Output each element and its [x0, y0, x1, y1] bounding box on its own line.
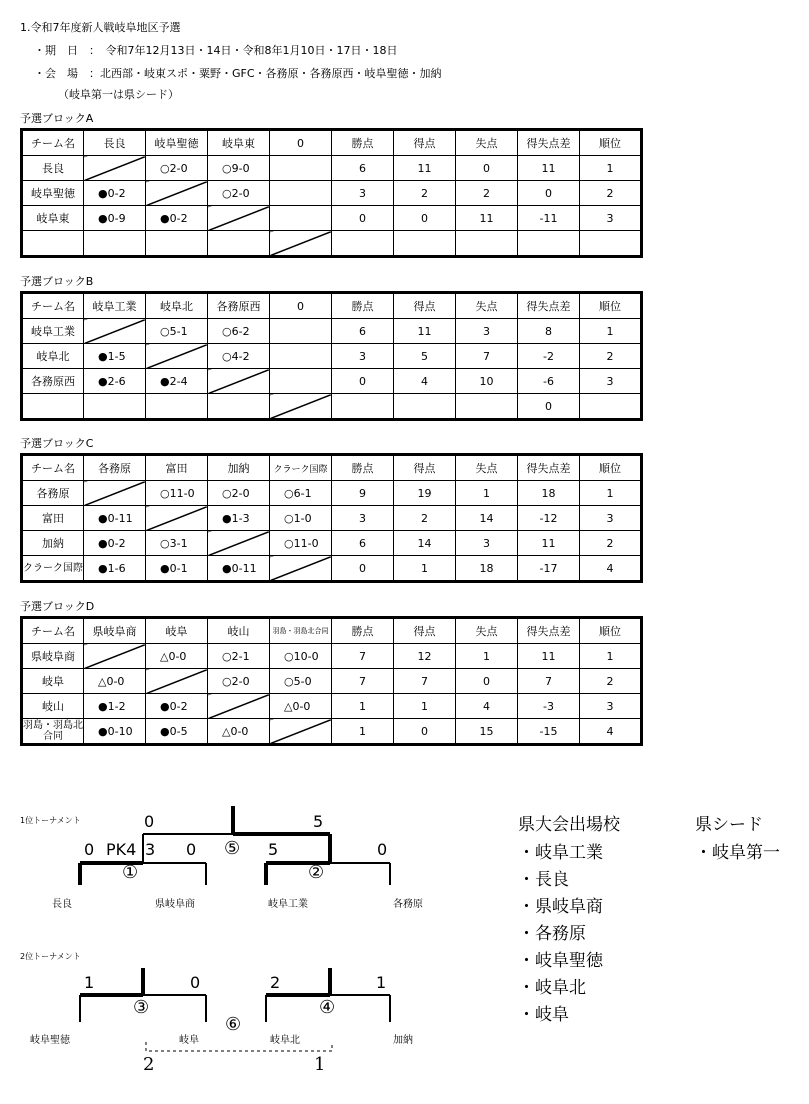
- team-name-cell: 岐阜聖徳: [22, 181, 84, 206]
- header-cell: 岐山: [208, 618, 270, 644]
- match-6-marker: ⑥: [225, 1014, 242, 1035]
- t1-team-1: 長良: [52, 899, 72, 910]
- result-cell: ●2-4: [146, 369, 208, 394]
- result-cell: ○11-0: [270, 531, 332, 556]
- result-cell: ●2-6: [84, 369, 146, 394]
- team-name-cell: 岐阜工業: [22, 319, 84, 344]
- result-cell: 4: [580, 556, 642, 582]
- result-cell: 11: [518, 644, 580, 669]
- result-cell: 2: [580, 344, 642, 369]
- result-cell: 3: [580, 206, 642, 231]
- header-cell: 得失点差: [518, 618, 580, 644]
- result-cell: ●1-2: [84, 694, 146, 719]
- header-cell: 勝点: [332, 293, 394, 319]
- header-cell: 各務原: [84, 455, 146, 481]
- m1-score-right: 0: [186, 840, 197, 859]
- header-cell: 富田: [146, 455, 208, 481]
- result-cell: 1: [394, 694, 456, 719]
- result-cell: 1: [332, 719, 394, 745]
- result-cell: ○1-0: [270, 506, 332, 531]
- team-name-cell: クラーク国際: [22, 556, 84, 582]
- header-cell: 得点: [394, 618, 456, 644]
- t1-team-4: 各務原: [393, 899, 423, 910]
- result-cell: 2: [394, 506, 456, 531]
- result-cell: ○3-1: [146, 531, 208, 556]
- result-cell: 11: [456, 206, 518, 231]
- header-cell: 順位: [580, 293, 642, 319]
- result-cell: ●0-2: [146, 694, 208, 719]
- result-cell: ●1-3: [208, 506, 270, 531]
- m1-pk-right: 3: [145, 840, 156, 859]
- tournament-2-lines: [80, 968, 390, 1051]
- header-cell: 岐阜: [146, 618, 208, 644]
- result-cell: 1: [580, 319, 642, 344]
- page-title: 1.令和7年度新人戦岐阜地区予選: [20, 21, 181, 34]
- result-cell: 0: [518, 394, 580, 420]
- team-name-cell: 岐山: [22, 694, 84, 719]
- result-cell: 9: [332, 481, 394, 506]
- dates-line: ・期 日 ： 令和7年12月13日・14日・令和8年1月10日・17日・18日: [34, 44, 398, 57]
- t1-team-3: 岐阜工業: [268, 899, 308, 910]
- result-cell: 1: [332, 694, 394, 719]
- result-cell: 14: [456, 506, 518, 531]
- result-cell: 1: [580, 156, 642, 181]
- team-name-cell: 岐阜北: [22, 344, 84, 369]
- result-cell: 12: [394, 644, 456, 669]
- final-score-right: 5: [313, 812, 324, 831]
- header-cell: 得失点差: [518, 130, 580, 156]
- header-cell: 得失点差: [518, 293, 580, 319]
- header-cell: 岐阜聖徳: [146, 130, 208, 156]
- header-cell: 0: [270, 130, 332, 156]
- result-cell: ●0-10: [84, 719, 146, 745]
- result-cell: ○2-0: [146, 156, 208, 181]
- header-cell: 各務原西: [208, 293, 270, 319]
- result-cell: 4: [456, 694, 518, 719]
- result-cell: 1: [456, 644, 518, 669]
- block-c-label: 予選ブロックC: [20, 437, 94, 450]
- header-cell: チーム名: [22, 130, 84, 156]
- result-cell: -15: [518, 719, 580, 745]
- team-name-cell: 岐阜東: [22, 206, 84, 231]
- result-cell: ○2-0: [208, 669, 270, 694]
- seed-title: 県シード: [695, 815, 763, 835]
- header-cell: 得点: [394, 293, 456, 319]
- result-cell: 4: [580, 719, 642, 745]
- result-cell: 18: [518, 481, 580, 506]
- tournament-1-label: 1位トーナメント: [20, 816, 81, 825]
- result-cell: 2: [456, 181, 518, 206]
- result-cell: -17: [518, 556, 580, 582]
- match-1-marker: ①: [122, 862, 139, 883]
- result-cell: 19: [394, 481, 456, 506]
- result-cell: 0: [456, 156, 518, 181]
- venues-line: ・会 場 ：北西部・岐東スポ・粟野・GFC・各務原・各務原西・岐阜聖徳・加納: [34, 67, 442, 80]
- header-cell: 羽島・羽島北合同: [270, 618, 332, 644]
- result-cell: 18: [456, 556, 518, 582]
- result-cell: 0: [332, 556, 394, 582]
- result-cell: 6: [332, 156, 394, 181]
- block-d-label: 予選ブロックD: [20, 600, 95, 613]
- result-cell: ○11-0: [146, 481, 208, 506]
- result-cell: ●0-1: [146, 556, 208, 582]
- m4-score-right: 1: [376, 973, 387, 992]
- result-cell: -2: [518, 344, 580, 369]
- result-cell: ●0-2: [84, 531, 146, 556]
- m3-score-left: 1: [84, 973, 95, 992]
- result-cell: ●1-6: [84, 556, 146, 582]
- t1-team-2: 県岐阜商: [155, 899, 195, 910]
- result-cell: -6: [518, 369, 580, 394]
- result-cell: 10: [456, 369, 518, 394]
- result-cell: 3: [456, 531, 518, 556]
- result-cell: 3: [332, 344, 394, 369]
- result-cell: 15: [456, 719, 518, 745]
- seed-note: （岐阜第一は県シード）: [58, 88, 179, 101]
- result-cell: 7: [456, 344, 518, 369]
- result-cell: 2: [394, 181, 456, 206]
- result-cell: 3: [580, 694, 642, 719]
- header-cell: 0: [270, 293, 332, 319]
- result-cell: 0: [394, 719, 456, 745]
- result-cell: 1: [394, 556, 456, 582]
- team-name-cell: 岐阜: [22, 669, 84, 694]
- team-name-cell: 羽島・羽島北合同: [22, 719, 84, 745]
- result-cell: ●0-9: [84, 206, 146, 231]
- tournament-2-label: 2位トーナメント: [20, 952, 81, 961]
- header-cell: 県岐阜商: [84, 618, 146, 644]
- header-cell: 失点: [456, 293, 518, 319]
- result-cell: 7: [518, 669, 580, 694]
- result-cell: 0: [518, 181, 580, 206]
- team-name-cell: 県岐阜商: [22, 644, 84, 669]
- result-cell: 7: [332, 644, 394, 669]
- result-cell: 3: [456, 319, 518, 344]
- team-name-cell: 各務原西: [22, 369, 84, 394]
- result-cell: 3: [580, 506, 642, 531]
- result-cell: ○4-2: [208, 344, 270, 369]
- result-cell: ○10-0: [270, 644, 332, 669]
- result-cell: -11: [518, 206, 580, 231]
- header-cell: クラーク国際: [270, 455, 332, 481]
- block-b-label: 予選ブロックB: [20, 275, 94, 288]
- m1-score-left: 0: [84, 840, 95, 859]
- m4-score-left: 2: [270, 973, 281, 992]
- result-cell: ○2-0: [208, 181, 270, 206]
- result-cell: 14: [394, 531, 456, 556]
- result-cell: ○9-0: [208, 156, 270, 181]
- qualified-item: ・長良: [518, 870, 569, 890]
- result-cell: 11: [518, 156, 580, 181]
- header-cell: 岐阜工業: [84, 293, 146, 319]
- header-cell: チーム名: [22, 455, 84, 481]
- m2-score-right: 0: [377, 840, 388, 859]
- result-cell: 11: [394, 319, 456, 344]
- result-cell: ●0-2: [146, 206, 208, 231]
- m2-score-left: 5: [268, 840, 279, 859]
- result-cell: ○2-0: [208, 481, 270, 506]
- result-cell: 6: [332, 319, 394, 344]
- result-cell: ●0-5: [146, 719, 208, 745]
- result-cell: 2: [580, 531, 642, 556]
- header-cell: チーム名: [22, 293, 84, 319]
- result-cell: 11: [394, 156, 456, 181]
- result-cell: 0: [332, 369, 394, 394]
- result-cell: 0: [456, 669, 518, 694]
- header-cell: 失点: [456, 455, 518, 481]
- header-cell: 順位: [580, 618, 642, 644]
- qualified-item: ・岐阜工業: [518, 843, 603, 863]
- result-cell: ○5-0: [270, 669, 332, 694]
- result-cell: △0-0: [270, 694, 332, 719]
- result-cell: 7: [332, 669, 394, 694]
- header-cell: 勝点: [332, 130, 394, 156]
- result-cell: 0: [332, 206, 394, 231]
- result-cell: 3: [332, 506, 394, 531]
- result-cell: △0-0: [146, 644, 208, 669]
- team-name-cell: 各務原: [22, 481, 84, 506]
- header-cell: 岐阜北: [146, 293, 208, 319]
- qualified-item: ・県岐阜商: [518, 897, 603, 917]
- result-cell: 5: [394, 344, 456, 369]
- qualified-item: ・岐阜聖徳: [518, 951, 603, 971]
- header-cell: 勝点: [332, 455, 394, 481]
- header-cell: 失点: [456, 130, 518, 156]
- result-cell: ●0-2: [84, 181, 146, 206]
- qualified-item: ・岐阜: [518, 1005, 569, 1025]
- match-5-marker: ⑤: [224, 838, 241, 859]
- result-cell: ○5-1: [146, 319, 208, 344]
- result-cell: 7: [394, 669, 456, 694]
- match-4-marker: ④: [319, 997, 336, 1018]
- header-cell: 勝点: [332, 618, 394, 644]
- team-name-cell: 長良: [22, 156, 84, 181]
- result-cell: △0-0: [208, 719, 270, 745]
- header-cell: 得点: [394, 455, 456, 481]
- t2-team-4: 加納: [393, 1035, 413, 1046]
- result-cell: ○6-1: [270, 481, 332, 506]
- t2-team-3: 岐阜北: [270, 1035, 300, 1046]
- team-name-cell: 加納: [22, 531, 84, 556]
- result-cell: 3: [580, 369, 642, 394]
- header-cell: 順位: [580, 130, 642, 156]
- block-a-label: 予選ブロックA: [20, 112, 94, 125]
- result-cell: 2: [580, 181, 642, 206]
- result-cell: 3: [332, 181, 394, 206]
- header-cell: 岐阜東: [208, 130, 270, 156]
- match-2-marker: ②: [308, 862, 325, 883]
- result-cell: ○2-1: [208, 644, 270, 669]
- m6-score-right: 1: [314, 1054, 326, 1075]
- result-cell: -3: [518, 694, 580, 719]
- result-cell: 1: [456, 481, 518, 506]
- result-cell: ●1-5: [84, 344, 146, 369]
- result-cell: 0: [394, 206, 456, 231]
- result-cell: ○6-2: [208, 319, 270, 344]
- team-name-cell: 富田: [22, 506, 84, 531]
- result-cell: -12: [518, 506, 580, 531]
- qualified-item: ・岐阜北: [518, 978, 586, 998]
- result-cell: ●0-11: [84, 506, 146, 531]
- header-cell: 順位: [580, 455, 642, 481]
- final-score-left: 0: [144, 812, 155, 831]
- header-cell: チーム名: [22, 618, 84, 644]
- header-cell: 加納: [208, 455, 270, 481]
- qualified-title: 県大会出場校: [518, 815, 620, 835]
- t2-team-1: 岐阜聖徳: [30, 1035, 70, 1046]
- m6-score-left: 2: [143, 1054, 155, 1075]
- result-cell: 6: [332, 531, 394, 556]
- result-cell: 8: [518, 319, 580, 344]
- m1-pk-label: PK4: [106, 840, 137, 859]
- qualified-item: ・各務原: [518, 924, 586, 944]
- result-cell: △0-0: [84, 669, 146, 694]
- header-cell: 得失点差: [518, 455, 580, 481]
- result-cell: 11: [518, 531, 580, 556]
- result-cell: 1: [580, 644, 642, 669]
- header-cell: 得点: [394, 130, 456, 156]
- result-cell: 2: [580, 669, 642, 694]
- seed-item: ・岐阜第一: [695, 843, 780, 863]
- result-cell: ●0-11: [208, 556, 270, 582]
- result-cell: 1: [580, 481, 642, 506]
- header-cell: 失点: [456, 618, 518, 644]
- header-cell: 長良: [84, 130, 146, 156]
- result-cell: 4: [394, 369, 456, 394]
- match-3-marker: ③: [133, 997, 150, 1018]
- m3-score-right: 0: [190, 973, 201, 992]
- t2-team-2: 岐阜: [179, 1035, 199, 1046]
